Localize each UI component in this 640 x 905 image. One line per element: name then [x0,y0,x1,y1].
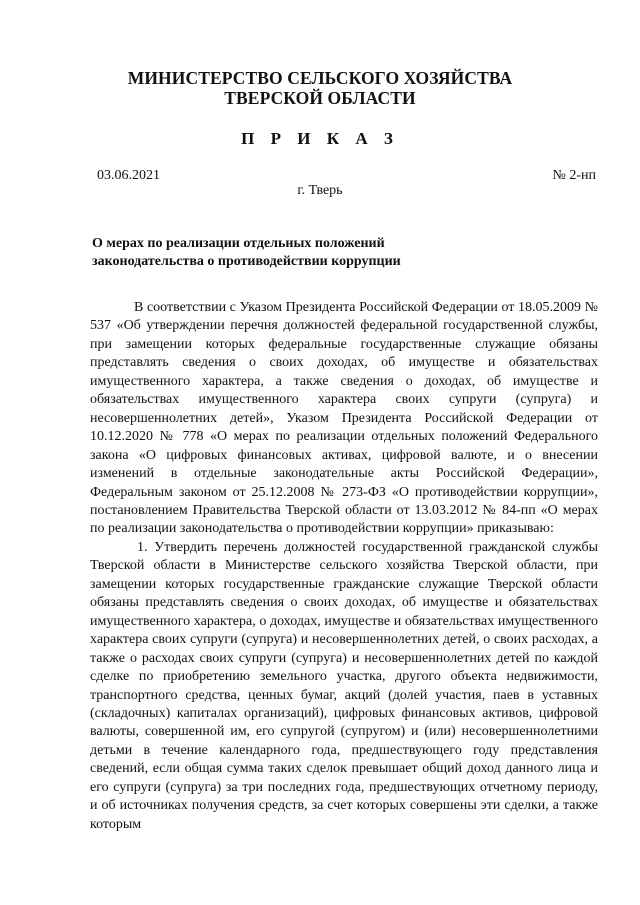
order-subject-line2: законодательства о противодействии коррупции [92,254,401,269]
order-body [90,299,598,834]
order-number: № 2-нп [552,168,596,183]
order-date: 03.06.2021 [97,168,160,183]
preamble-paragraph: В соответствии с Указом Президента Российской Федерации от 18.05.2009 № 537 «Об утверждении перечня должностей федеральной государственной службы, при замещении которых федеральные государственные служащие обязаны представлять сведения о своих доходах, об имуществе и обязательствах имущественного характера, а также сведения о доходах, об имуществе и обязательствах имущественного характера своих супруги (супруга) и несовершеннолетних детей», Указом Президента Российской Федерации от 10.12.2020 № 778 «О мерах по реализации отдельных положений Федерального закона «О цифровых финансовых активах, цифровой валюте, и о внесении изменений в отдельные законодательные акты Российской Федерации», Федеральным законом от 25.12.2008 № 273-ФЗ «О противодействии коррупции», постановлением Правительства Тверской области от 13.03.2012 № 84-пп «О мерах по реализации законодательства о противодействии коррупции» приказываю: [90,300,598,537]
order-city: г. Тверь [297,183,343,198]
order-title: П Р И К А З [241,129,399,148]
ministry-name-line1: МИНИСТЕРСТВО СЕЛЬСКОГО ХОЗЯЙСТВА [127,68,513,88]
clause-1-paragraph: 1. Утвердить перечень должностей государственной гражданской службы Тверской области в Министерстве сельского хозяйства Тверской области, при замещении которых государственные гражданские служащие Тверской области обязаны представлять сведения о своих доходах, об имуществе и обязательствах имущественного характера, о доходах, имуществе и обязательствах имущественного характера своих супруги (супруга) и несовершеннолетних детей, о своих расходах, а также о расходах своих супруги (супруга) и несовершеннолетних детей по каждой сделке по приобретению земельного участка, другого объекта недвижимости, транспортного средства, ценных бумаг, акций (долей участия, паев в уставных (складочных) капиталах организаций), цифровых финансовых активов, цифровой валюты, совершенной им, его супругой (супругом) и (или) несовершеннолетними детьми в течение календарного года, предшествующего году представления сведений, если общая сумма таких сделок превышает общий доход данного лица и его супруги (супруга) за три последних года, предшествующих отчетному периоду, и об источниках получения средств, за счет которых совершены эти сделки, а также которым [90,539,598,832]
order-subject-line1: О мерах по реализации отдельных положений [92,236,385,251]
ministry-name-line2: ТВЕРСКОЙ ОБЛАСТИ [224,88,416,108]
